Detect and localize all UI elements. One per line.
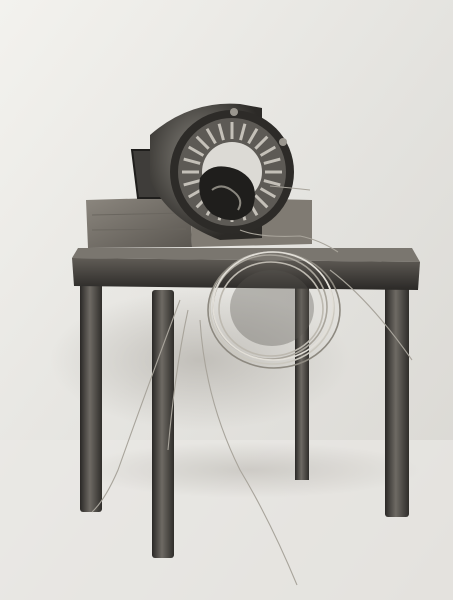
bolt <box>279 138 287 146</box>
stool-leg-front-left <box>80 280 102 512</box>
stool-leg-front-right <box>385 285 409 517</box>
floor-shadow <box>80 442 420 498</box>
coil-shadow-core <box>230 270 314 346</box>
bolt <box>230 108 238 116</box>
